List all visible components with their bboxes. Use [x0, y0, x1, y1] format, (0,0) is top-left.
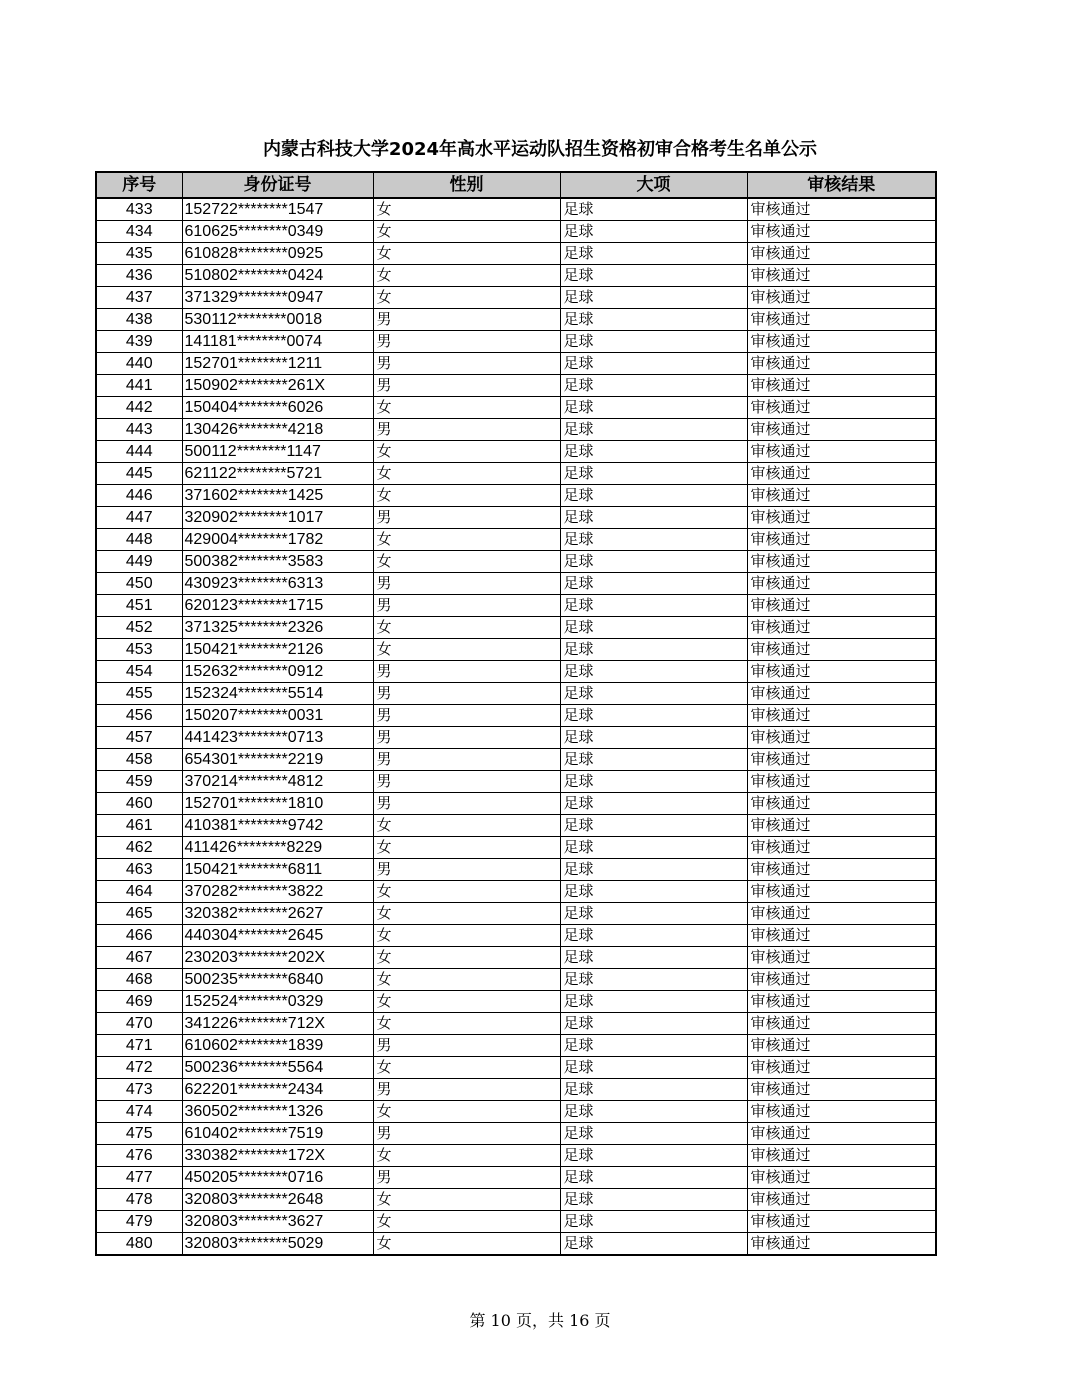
cell-review-result: 审核通过	[747, 287, 936, 309]
table-row	[96, 375, 936, 397]
cell-sport: 足球	[560, 485, 747, 507]
cell-gender: 男	[373, 859, 560, 881]
cell-seq: 461	[96, 815, 182, 837]
cell-sport: 足球	[560, 1167, 747, 1189]
table-row	[96, 551, 936, 573]
table-row	[96, 507, 936, 529]
table-row	[96, 903, 936, 925]
table-row	[96, 815, 936, 837]
page-title: 内蒙古科技大学2024年高水平运动队招生资格初审合格考生名单公示	[262, 139, 818, 160]
cell-review-result: 审核通过	[747, 507, 936, 529]
table-row	[96, 727, 936, 749]
cell-seq: 446	[96, 485, 182, 507]
table-row	[96, 1167, 936, 1189]
cell-id-number: 320803********2648	[182, 1189, 373, 1211]
table-row	[96, 1035, 936, 1057]
cell-seq: 459	[96, 771, 182, 793]
table-row	[96, 1189, 936, 1211]
cell-gender: 女	[373, 1233, 560, 1256]
cell-sport: 足球	[560, 441, 747, 463]
cell-review-result: 审核通过	[747, 573, 936, 595]
cell-review-result: 审核通过	[747, 683, 936, 705]
table-row	[96, 947, 936, 969]
cell-id-number: 410381********9742	[182, 815, 373, 837]
cell-sport: 足球	[560, 551, 747, 573]
cell-seq: 435	[96, 243, 182, 265]
cell-sport: 足球	[560, 573, 747, 595]
header-gender: 性别	[373, 172, 560, 198]
cell-sport: 足球	[560, 1189, 747, 1211]
cell-review-result: 审核通过	[747, 881, 936, 903]
cell-sport: 足球	[560, 1145, 747, 1167]
cell-seq: 449	[96, 551, 182, 573]
cell-gender: 女	[373, 1189, 560, 1211]
cell-seq: 456	[96, 705, 182, 727]
cell-id-number: 370282********3822	[182, 881, 373, 903]
cell-sport: 足球	[560, 661, 747, 683]
cell-review-result: 审核通过	[747, 1079, 936, 1101]
cell-id-number: 610828********0925	[182, 243, 373, 265]
cell-gender: 男	[373, 793, 560, 815]
cell-seq: 467	[96, 947, 182, 969]
table-row	[96, 419, 936, 441]
cell-gender: 男	[373, 771, 560, 793]
table-row	[96, 529, 936, 551]
cell-sport: 足球	[560, 683, 747, 705]
table-row	[96, 705, 936, 727]
cell-gender: 女	[373, 947, 560, 969]
cell-seq: 441	[96, 375, 182, 397]
table-row	[96, 198, 936, 221]
cell-gender: 女	[373, 243, 560, 265]
table-row	[96, 265, 936, 287]
cell-review-result: 审核通过	[747, 859, 936, 881]
cell-seq: 442	[96, 397, 182, 419]
cell-review-result: 审核通过	[747, 221, 936, 243]
cell-review-result: 审核通过	[747, 1189, 936, 1211]
cell-seq: 439	[96, 331, 182, 353]
cell-seq: 452	[96, 617, 182, 639]
cell-gender: 女	[373, 551, 560, 573]
cell-gender: 男	[373, 1123, 560, 1145]
cell-review-result: 审核通过	[747, 441, 936, 463]
table-row	[96, 331, 936, 353]
cell-id-number: 150902********261X	[182, 375, 373, 397]
cell-seq: 458	[96, 749, 182, 771]
cell-seq: 454	[96, 661, 182, 683]
cell-id-number: 371325********2326	[182, 617, 373, 639]
cell-seq: 448	[96, 529, 182, 551]
cell-sport: 足球	[560, 1233, 747, 1256]
cell-seq: 433	[96, 198, 182, 221]
cell-sport: 足球	[560, 1013, 747, 1035]
cell-review-result: 审核通过	[747, 1035, 936, 1057]
cell-sport: 足球	[560, 617, 747, 639]
table-row	[96, 639, 936, 661]
table-row	[96, 969, 936, 991]
table-row	[96, 881, 936, 903]
cell-review-result: 审核通过	[747, 903, 936, 925]
cell-id-number: 320382********2627	[182, 903, 373, 925]
cell-sport: 足球	[560, 859, 747, 881]
header-sport: 大项	[560, 172, 747, 198]
table-body	[96, 198, 936, 1255]
cell-id-number: 320803********3627	[182, 1211, 373, 1233]
cell-id-number: 141181********0074	[182, 331, 373, 353]
cell-review-result: 审核通过	[747, 485, 936, 507]
cell-seq: 438	[96, 309, 182, 331]
cell-gender: 男	[373, 705, 560, 727]
cell-gender: 女	[373, 221, 560, 243]
cell-id-number: 320902********1017	[182, 507, 373, 529]
cell-review-result: 审核通过	[747, 198, 936, 221]
cell-gender: 女	[373, 1057, 560, 1079]
table-row	[96, 1123, 936, 1145]
cell-id-number: 360502********1326	[182, 1101, 373, 1123]
cell-seq: 469	[96, 991, 182, 1013]
cell-gender: 女	[373, 198, 560, 221]
cell-review-result: 审核通过	[747, 375, 936, 397]
cell-sport: 足球	[560, 881, 747, 903]
cell-id-number: 152701********1810	[182, 793, 373, 815]
cell-id-number: 150421********6811	[182, 859, 373, 881]
cell-sport: 足球	[560, 419, 747, 441]
cell-gender: 男	[373, 683, 560, 705]
cell-seq: 478	[96, 1189, 182, 1211]
table-row	[96, 1233, 936, 1256]
cell-id-number: 620123********1715	[182, 595, 373, 617]
cell-review-result: 审核通过	[747, 617, 936, 639]
cell-review-result: 审核通过	[747, 463, 936, 485]
cell-review-result: 审核通过	[747, 397, 936, 419]
cell-seq: 473	[96, 1079, 182, 1101]
cell-gender: 女	[373, 529, 560, 551]
cell-seq: 470	[96, 1013, 182, 1035]
table-row	[96, 595, 936, 617]
cell-id-number: 152722********1547	[182, 198, 373, 221]
cell-review-result: 审核通过	[747, 1057, 936, 1079]
cell-id-number: 450205********0716	[182, 1167, 373, 1189]
cell-gender: 男	[373, 661, 560, 683]
cell-id-number: 150421********2126	[182, 639, 373, 661]
cell-id-number: 371602********1425	[182, 485, 373, 507]
cell-seq: 451	[96, 595, 182, 617]
cell-review-result: 审核通过	[747, 1101, 936, 1123]
cell-id-number: 610625********0349	[182, 221, 373, 243]
cell-id-number: 610602********1839	[182, 1035, 373, 1057]
cell-review-result: 审核通过	[747, 815, 936, 837]
cell-sport: 足球	[560, 947, 747, 969]
cell-sport: 足球	[560, 639, 747, 661]
cell-id-number: 341226********712X	[182, 1013, 373, 1035]
cell-gender: 男	[373, 1079, 560, 1101]
cell-seq: 444	[96, 441, 182, 463]
cell-review-result: 审核通过	[747, 727, 936, 749]
cell-review-result: 审核通过	[747, 991, 936, 1013]
cell-gender: 女	[373, 1101, 560, 1123]
cell-seq: 464	[96, 881, 182, 903]
cell-id-number: 370214********4812	[182, 771, 373, 793]
cell-review-result: 审核通过	[747, 419, 936, 441]
cell-seq: 476	[96, 1145, 182, 1167]
cell-gender: 女	[373, 969, 560, 991]
cell-gender: 女	[373, 485, 560, 507]
cell-id-number: 152524********0329	[182, 991, 373, 1013]
table-header	[96, 172, 936, 198]
table-row	[96, 463, 936, 485]
cell-seq: 468	[96, 969, 182, 991]
cell-seq: 447	[96, 507, 182, 529]
cell-sport: 足球	[560, 265, 747, 287]
cell-seq: 465	[96, 903, 182, 925]
cell-sport: 足球	[560, 925, 747, 947]
table-row	[96, 859, 936, 881]
table-row	[96, 1013, 936, 1035]
table-row	[96, 771, 936, 793]
cell-sport: 足球	[560, 397, 747, 419]
table-header-row	[96, 172, 936, 198]
cell-gender: 男	[373, 749, 560, 771]
cell-id-number: 150404********6026	[182, 397, 373, 419]
cell-id-number: 411426********8229	[182, 837, 373, 859]
cell-gender: 男	[373, 573, 560, 595]
table-row	[96, 243, 936, 265]
cell-sport: 足球	[560, 375, 747, 397]
cell-id-number: 610402********7519	[182, 1123, 373, 1145]
cell-sport: 足球	[560, 793, 747, 815]
cell-review-result: 审核通过	[747, 661, 936, 683]
cell-seq: 471	[96, 1035, 182, 1057]
cell-seq: 466	[96, 925, 182, 947]
cell-id-number: 430923********6313	[182, 573, 373, 595]
cell-gender: 女	[373, 1013, 560, 1035]
cell-sport: 足球	[560, 287, 747, 309]
cell-sport: 足球	[560, 309, 747, 331]
cell-sport: 足球	[560, 353, 747, 375]
cell-id-number: 230203********202X	[182, 947, 373, 969]
cell-seq: 453	[96, 639, 182, 661]
header-seq: 序号	[96, 172, 182, 198]
cell-id-number: 320803********5029	[182, 1233, 373, 1256]
cell-sport: 足球	[560, 198, 747, 221]
table-row	[96, 573, 936, 595]
cell-review-result: 审核通过	[747, 947, 936, 969]
cell-sport: 足球	[560, 1211, 747, 1233]
table-row	[96, 617, 936, 639]
cell-gender: 男	[373, 419, 560, 441]
cell-review-result: 审核通过	[747, 1123, 936, 1145]
cell-gender: 女	[373, 925, 560, 947]
cell-review-result: 审核通过	[747, 1233, 936, 1256]
cell-id-number: 621122********5721	[182, 463, 373, 485]
cell-sport: 足球	[560, 705, 747, 727]
table-row	[96, 1211, 936, 1233]
table-row	[96, 1079, 936, 1101]
page-number: 第 10 页，共 16 页	[469, 1311, 611, 1330]
applicant-table	[95, 171, 937, 1256]
cell-seq: 457	[96, 727, 182, 749]
table-row	[96, 1057, 936, 1079]
table-row	[96, 397, 936, 419]
cell-gender: 男	[373, 727, 560, 749]
cell-id-number: 152632********0912	[182, 661, 373, 683]
cell-gender: 男	[373, 331, 560, 353]
cell-sport: 足球	[560, 1035, 747, 1057]
cell-seq: 479	[96, 1211, 182, 1233]
cell-review-result: 审核通过	[747, 551, 936, 573]
table-row	[96, 991, 936, 1013]
cell-review-result: 审核通过	[747, 1167, 936, 1189]
cell-gender: 男	[373, 353, 560, 375]
cell-seq: 443	[96, 419, 182, 441]
cell-review-result: 审核通过	[747, 925, 936, 947]
table-row	[96, 1101, 936, 1123]
cell-gender: 女	[373, 397, 560, 419]
cell-review-result: 审核通过	[747, 771, 936, 793]
cell-review-result: 审核通过	[747, 837, 936, 859]
cell-gender: 女	[373, 441, 560, 463]
cell-id-number: 152701********1211	[182, 353, 373, 375]
cell-id-number: 500382********3583	[182, 551, 373, 573]
cell-review-result: 审核通过	[747, 749, 936, 771]
cell-gender: 男	[373, 507, 560, 529]
cell-id-number: 622201********2434	[182, 1079, 373, 1101]
cell-review-result: 审核通过	[747, 793, 936, 815]
cell-seq: 455	[96, 683, 182, 705]
table-row	[96, 287, 936, 309]
cell-id-number: 130426********4218	[182, 419, 373, 441]
cell-gender: 女	[373, 639, 560, 661]
cell-review-result: 审核通过	[747, 331, 936, 353]
cell-review-result: 审核通过	[747, 705, 936, 727]
cell-seq: 463	[96, 859, 182, 881]
cell-gender: 男	[373, 309, 560, 331]
cell-gender: 女	[373, 837, 560, 859]
cell-sport: 足球	[560, 749, 747, 771]
cell-gender: 女	[373, 463, 560, 485]
cell-gender: 女	[373, 287, 560, 309]
cell-review-result: 审核通过	[747, 1013, 936, 1035]
table-row	[96, 837, 936, 859]
table-row	[96, 661, 936, 683]
cell-sport: 足球	[560, 1057, 747, 1079]
cell-sport: 足球	[560, 1123, 747, 1145]
cell-gender: 女	[373, 991, 560, 1013]
cell-sport: 足球	[560, 463, 747, 485]
cell-sport: 足球	[560, 529, 747, 551]
cell-review-result: 审核通过	[747, 529, 936, 551]
cell-sport: 足球	[560, 507, 747, 529]
cell-seq: 480	[96, 1233, 182, 1256]
cell-review-result: 审核通过	[747, 265, 936, 287]
cell-sport: 足球	[560, 727, 747, 749]
table-row	[96, 1145, 936, 1167]
cell-seq: 450	[96, 573, 182, 595]
cell-gender: 男	[373, 595, 560, 617]
cell-id-number: 654301********2219	[182, 749, 373, 771]
cell-sport: 足球	[560, 243, 747, 265]
cell-gender: 男	[373, 375, 560, 397]
cell-review-result: 审核通过	[747, 639, 936, 661]
table-row	[96, 221, 936, 243]
cell-review-result: 审核通过	[747, 969, 936, 991]
cell-seq: 445	[96, 463, 182, 485]
cell-id-number: 500112********1147	[182, 441, 373, 463]
cell-review-result: 审核通过	[747, 353, 936, 375]
table-row	[96, 793, 936, 815]
table-row	[96, 353, 936, 375]
cell-sport: 足球	[560, 903, 747, 925]
cell-sport: 足球	[560, 1079, 747, 1101]
cell-id-number: 429004********1782	[182, 529, 373, 551]
table-row	[96, 309, 936, 331]
cell-gender: 女	[373, 903, 560, 925]
cell-id-number: 510802********0424	[182, 265, 373, 287]
cell-id-number: 152324********5514	[182, 683, 373, 705]
cell-review-result: 审核通过	[747, 1145, 936, 1167]
table-row	[96, 485, 936, 507]
cell-id-number: 500235********6840	[182, 969, 373, 991]
cell-id-number: 371329********0947	[182, 287, 373, 309]
cell-id-number: 500236********5564	[182, 1057, 373, 1079]
cell-id-number: 150207********0031	[182, 705, 373, 727]
cell-seq: 474	[96, 1101, 182, 1123]
header-review-result: 审核结果	[747, 172, 936, 198]
cell-seq: 436	[96, 265, 182, 287]
cell-sport: 足球	[560, 837, 747, 859]
cell-sport: 足球	[560, 991, 747, 1013]
table-row	[96, 683, 936, 705]
cell-review-result: 审核通过	[747, 309, 936, 331]
table-row	[96, 749, 936, 771]
cell-id-number: 441423********0713	[182, 727, 373, 749]
cell-gender: 女	[373, 265, 560, 287]
cell-seq: 475	[96, 1123, 182, 1145]
table-row	[96, 925, 936, 947]
cell-seq: 440	[96, 353, 182, 375]
cell-review-result: 审核通过	[747, 595, 936, 617]
cell-seq: 462	[96, 837, 182, 859]
cell-gender: 女	[373, 815, 560, 837]
cell-review-result: 审核通过	[747, 1211, 936, 1233]
cell-sport: 足球	[560, 331, 747, 353]
header-id-number: 身份证号	[182, 172, 373, 198]
cell-id-number: 530112********0018	[182, 309, 373, 331]
cell-review-result: 审核通过	[747, 243, 936, 265]
cell-sport: 足球	[560, 1101, 747, 1123]
cell-gender: 女	[373, 881, 560, 903]
cell-gender: 女	[373, 1211, 560, 1233]
cell-seq: 472	[96, 1057, 182, 1079]
cell-seq: 434	[96, 221, 182, 243]
cell-id-number: 440304********2645	[182, 925, 373, 947]
cell-sport: 足球	[560, 595, 747, 617]
cell-sport: 足球	[560, 969, 747, 991]
cell-gender: 男	[373, 1167, 560, 1189]
cell-sport: 足球	[560, 771, 747, 793]
cell-seq: 477	[96, 1167, 182, 1189]
cell-sport: 足球	[560, 221, 747, 243]
table-row	[96, 441, 936, 463]
cell-gender: 女	[373, 617, 560, 639]
cell-id-number: 330382********172X	[182, 1145, 373, 1167]
cell-gender: 女	[373, 1145, 560, 1167]
cell-sport: 足球	[560, 815, 747, 837]
cell-seq: 460	[96, 793, 182, 815]
cell-seq: 437	[96, 287, 182, 309]
cell-gender: 男	[373, 1035, 560, 1057]
